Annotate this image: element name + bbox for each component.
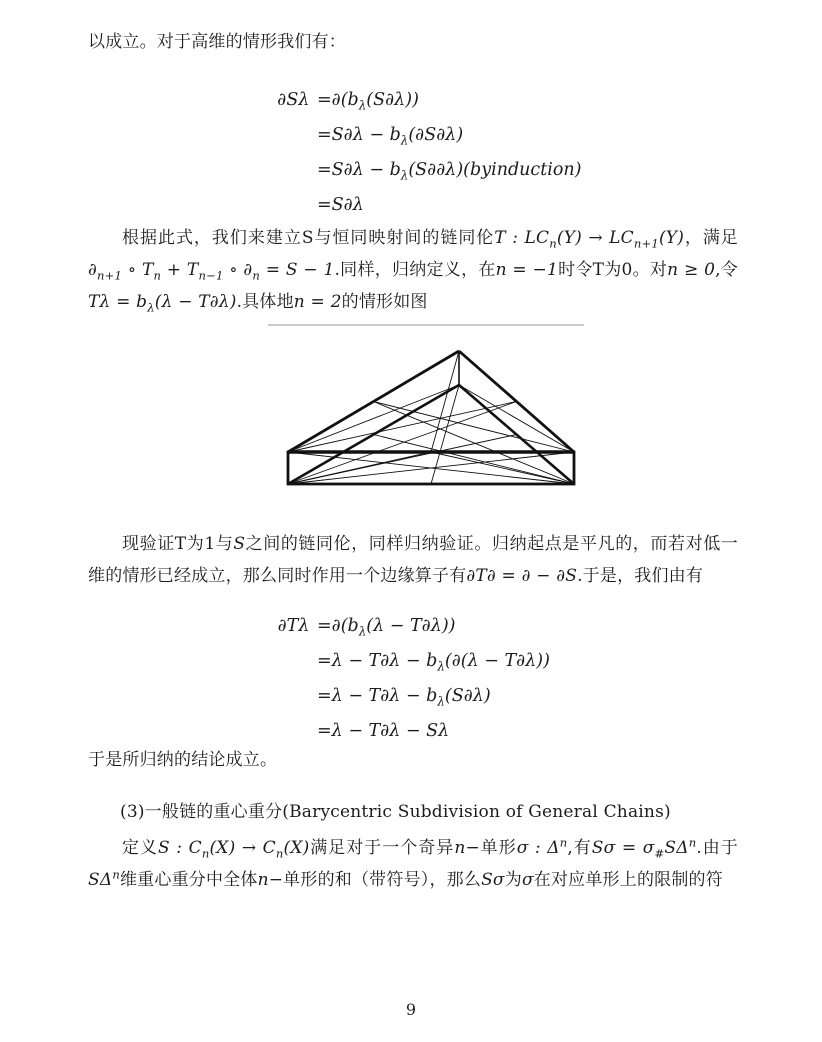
paragraph-definition: 定义S : $C_n(X) \to C_n(X)$满足对于一个奇异n−单形σ : $\Delta^n$,有$S\sigma = \sigma_{\#}S\Delta^n$.由于$S\Delta^n$维重心重分中全体n−单形的和（带符号），那么Sσ为σ在对应单形上的限制的符: [88, 835, 738, 890]
equation-line: [88, 678, 738, 713]
equation-block-1: [88, 82, 738, 222]
equation-line: [88, 608, 738, 643]
equation-line: [88, 187, 738, 222]
equation-rhs: $=S\partial\lambda - b_\lambda(S\partial\partial\lambda)(byinduction)$: [317, 159, 582, 182]
paragraph-conclusion: 于是所归纳的结论成立。: [88, 750, 278, 770]
paragraph-intro: 以成立。对于高维的情形我们有：: [88, 32, 346, 52]
equation-block-2: [88, 608, 738, 748]
equation-rhs: $=\partial(b_\lambda(\lambda - T\partial\lambda))$: [317, 615, 456, 638]
equation-line: [88, 643, 738, 678]
equation-line: [88, 713, 738, 748]
equation-line: [88, 117, 738, 152]
equation-line: [88, 152, 738, 187]
paragraph-verify: 现验证T为1与S之间的链同伦，同样归纳验证。归纳起点是平凡的，而若对低一维的情形已经成立，那么同时作用一个边缘算子有∂T∂ = ∂ − ∂S.于是，我们由有: [88, 534, 738, 586]
prism-subdivision-drawing: [280, 344, 580, 490]
equation-rhs: =λ − T∂λ − Sλ: [317, 720, 450, 741]
equation-lhs: ∂Sλ: [277, 89, 315, 110]
figure-prism-subdivision: [280, 344, 580, 490]
equation-rhs: $=\partial(b_\lambda(S\partial\lambda))$: [317, 89, 419, 112]
section-heading: (3)一般链的重心重分(Barycentric Subdivision of General Chains): [120, 802, 671, 822]
equation-line: [88, 82, 738, 117]
page-number: 9: [405, 1000, 417, 1019]
equation-rhs: $=\lambda - T\partial\lambda - b_\lambda(\partial(\lambda - T\partial\lambda))$: [317, 650, 550, 673]
horizontal-divider: [268, 324, 584, 326]
equation-lhs: ∂Tλ: [277, 615, 315, 636]
paragraph-homotopy: 根据此式，我们来建立S与恒同映射间的链同伦T : $LC_n(Y) \to LC_{n+1}(Y)$，满足$\partial_{n+1}$ ∘ $T_n + T_{n-1}$ ∘ $\partial_n = S - 1$.同样，归纳定义，在n = −1时令T为0。对n ≥ 0,令$T\lambda = b_\lambda(\lambda - T\partial\lambda)$.具体地n = 2的情形如图: [88, 228, 738, 315]
equation-rhs: $=\lambda - T\partial\lambda - b_\lambda(S\partial\lambda)$: [317, 685, 491, 708]
equation-rhs: =S∂λ: [317, 194, 364, 215]
equation-rhs: $=S\partial\lambda - b_\lambda(\partial S\partial\lambda)$: [317, 124, 464, 147]
